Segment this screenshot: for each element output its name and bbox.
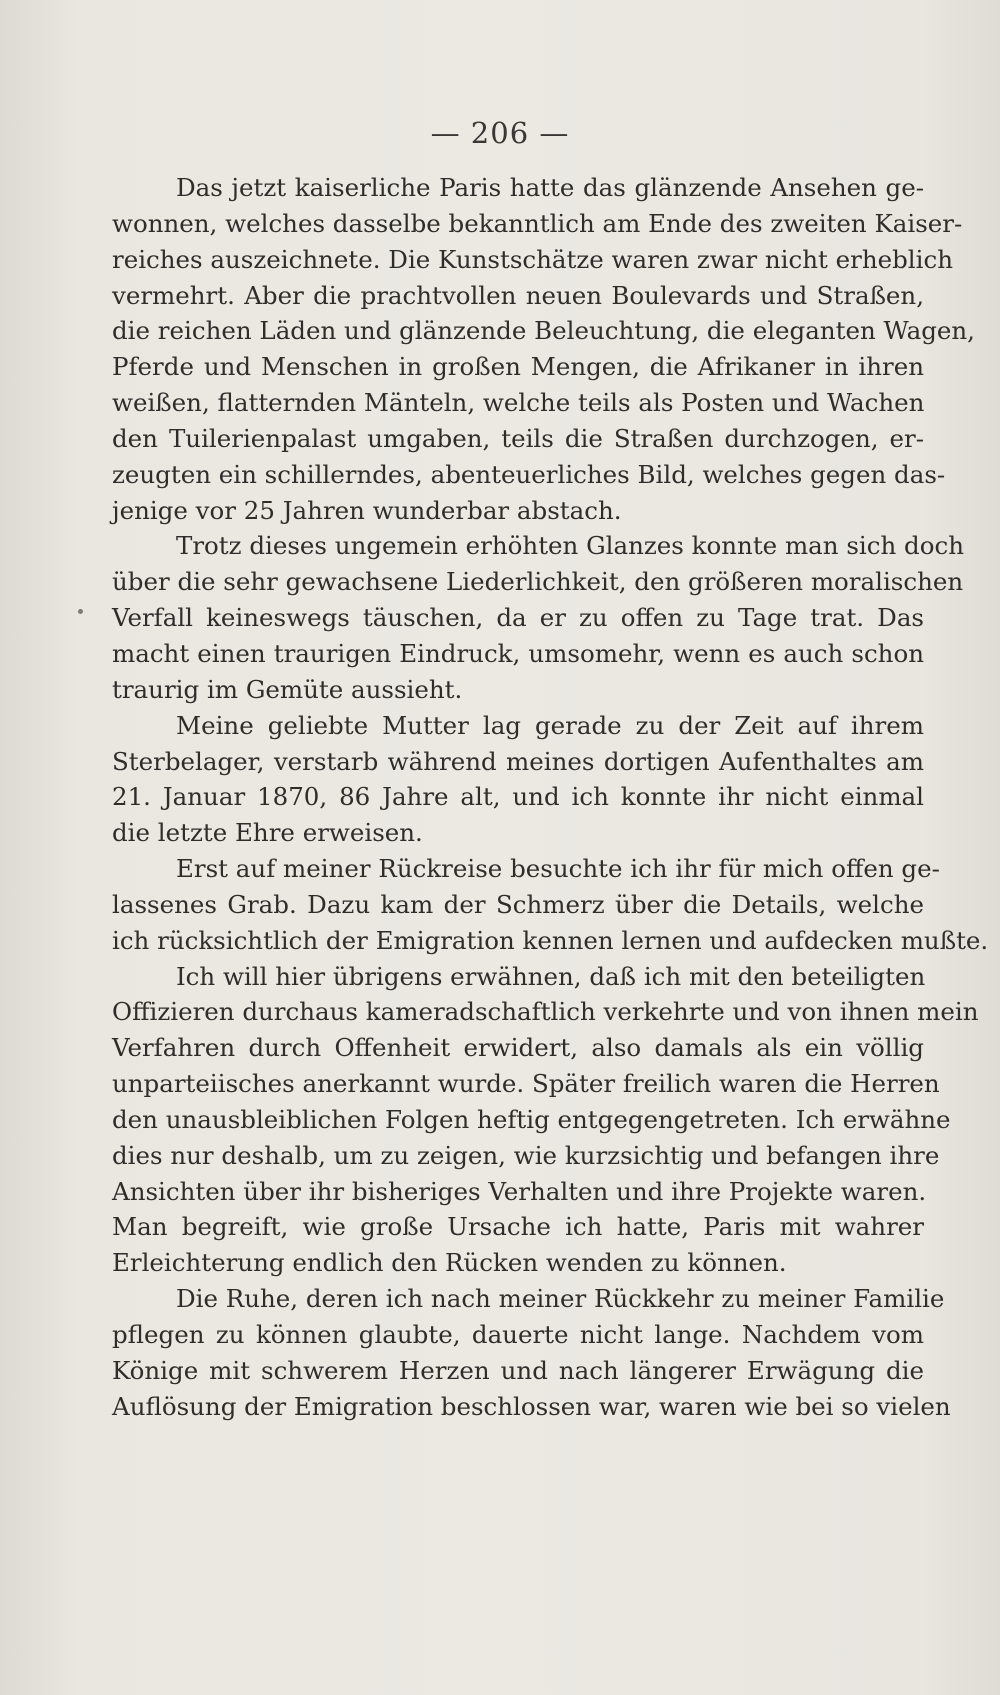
- text-line: traurig im Gemüte aussieht.: [112, 674, 463, 704]
- text-line: Ansichten über ihr bisheriges Verhalten und ihre Projekte waren.: [112, 1176, 927, 1206]
- paragraph: [112, 708, 924, 851]
- text-line: Erst auf meiner Rückreise besuchte ich ihr für mich offen ge-: [176, 854, 940, 884]
- text-line: ich rücksichtlich der Emigration kennen lernen und aufdecken mußte.: [112, 925, 989, 955]
- text-line: dies nur deshalb, um zu zeigen, wie kurzsichtig und befangen ihre: [112, 1140, 940, 1170]
- page-number: — 206 —: [430, 116, 570, 150]
- text-line: Trotz dieses ungemein erhöhten Glanzes konnte man sich doch: [176, 531, 964, 561]
- text-line: über die sehr gewachsene Liederlichkeit, den größeren moralischen: [112, 567, 964, 597]
- paragraph: [112, 959, 979, 1282]
- text-line: pflegen zu können glaubte, dauerte nicht lange. Nachdem vom: [112, 1320, 924, 1349]
- text-line: Auflösung der Emigration beschlossen war, waren wie bei so vielen: [112, 1391, 951, 1421]
- paragraph: [112, 528, 964, 707]
- paragraph: [112, 170, 975, 528]
- text-line: die letzte Ehre erweisen.: [112, 818, 423, 848]
- text-line: wonnen, welches dasselbe bekanntlich am Ende des zweiten Kaiser-: [112, 208, 963, 238]
- body-text: [112, 170, 989, 1425]
- text-line: Verfahren durch Offenheit erwidert, also damals als ein völlig: [112, 1033, 924, 1063]
- text-line: vermehrt. Aber die prachtvollen neuen Boulevards und Straßen,: [112, 280, 924, 310]
- text-line: reiches auszeichnete. Die Kunstschätze waren zwar nicht erheblich: [112, 244, 953, 274]
- paper-speck: [78, 609, 83, 614]
- text-line: jenige vor 25 Jahren wunderbar abstach.: [112, 495, 622, 525]
- text-line: den unausbleiblichen Folgen heftig entgegengetreten. Ich erwähne: [112, 1104, 951, 1134]
- text-line: macht einen traurigen Eindruck, umsomehr, wenn es auch schon: [112, 638, 924, 668]
- text-line: Die Ruhe, deren ich nach meiner Rückkehr zu meiner Familie: [176, 1284, 945, 1314]
- paragraph: [112, 1281, 951, 1424]
- text-line: 21. Januar 1870, 86 Jahre alt, und ich konnte ihr nicht einmal: [112, 782, 924, 812]
- text-line: Das jetzt kaiserliche Paris hatte das glänzende Ansehen ge-: [176, 173, 924, 202]
- text-line: weißen, flatternden Mänteln, welche teils als Posten und Wachen: [112, 388, 925, 418]
- text-line: unparteiisches anerkannt wurde. Später freilich waren die Herren: [112, 1069, 940, 1099]
- text-line: Meine geliebte Mutter lag gerade zu der Zeit auf ihrem: [176, 710, 924, 740]
- text-line: Ich will hier übrigens erwähnen, daß ich mit den beteiligten: [176, 961, 926, 991]
- text-line: Erleichterung endlich den Rücken wenden zu können.: [112, 1248, 787, 1278]
- text-line: Verfall keineswegs täuschen, da er zu offen zu Tage trat. Das: [112, 603, 924, 633]
- text-line: Man begreift, wie große Ursache ich hatte, Paris mit wahrer: [112, 1212, 924, 1242]
- text-line: die reichen Läden und glänzende Beleuchtung, die eleganten Wagen,: [112, 316, 975, 346]
- text-line: zeugten ein schillerndes, abenteuerliches Bild, welches gegen das-: [112, 459, 946, 489]
- text-line: lassenes Grab. Dazu kam der Schmerz über die Details, welche: [112, 889, 924, 919]
- paragraph: [112, 851, 989, 959]
- text-line: Könige mit schwerem Herzen und nach längerer Erwägung die: [112, 1355, 924, 1385]
- text-line: Sterbelager, verstarb während meines dortigen Aufenthaltes am: [112, 746, 924, 776]
- text-line: Offizieren durchaus kameradschaftlich verkehrte und von ihnen mein: [112, 997, 979, 1027]
- text-line: den Tuilerienpalast umgaben, teils die Straßen durchzogen, er-: [112, 423, 924, 453]
- text-line: Pferde und Menschen in großen Mengen, die Afrikaner in ihren: [112, 352, 924, 382]
